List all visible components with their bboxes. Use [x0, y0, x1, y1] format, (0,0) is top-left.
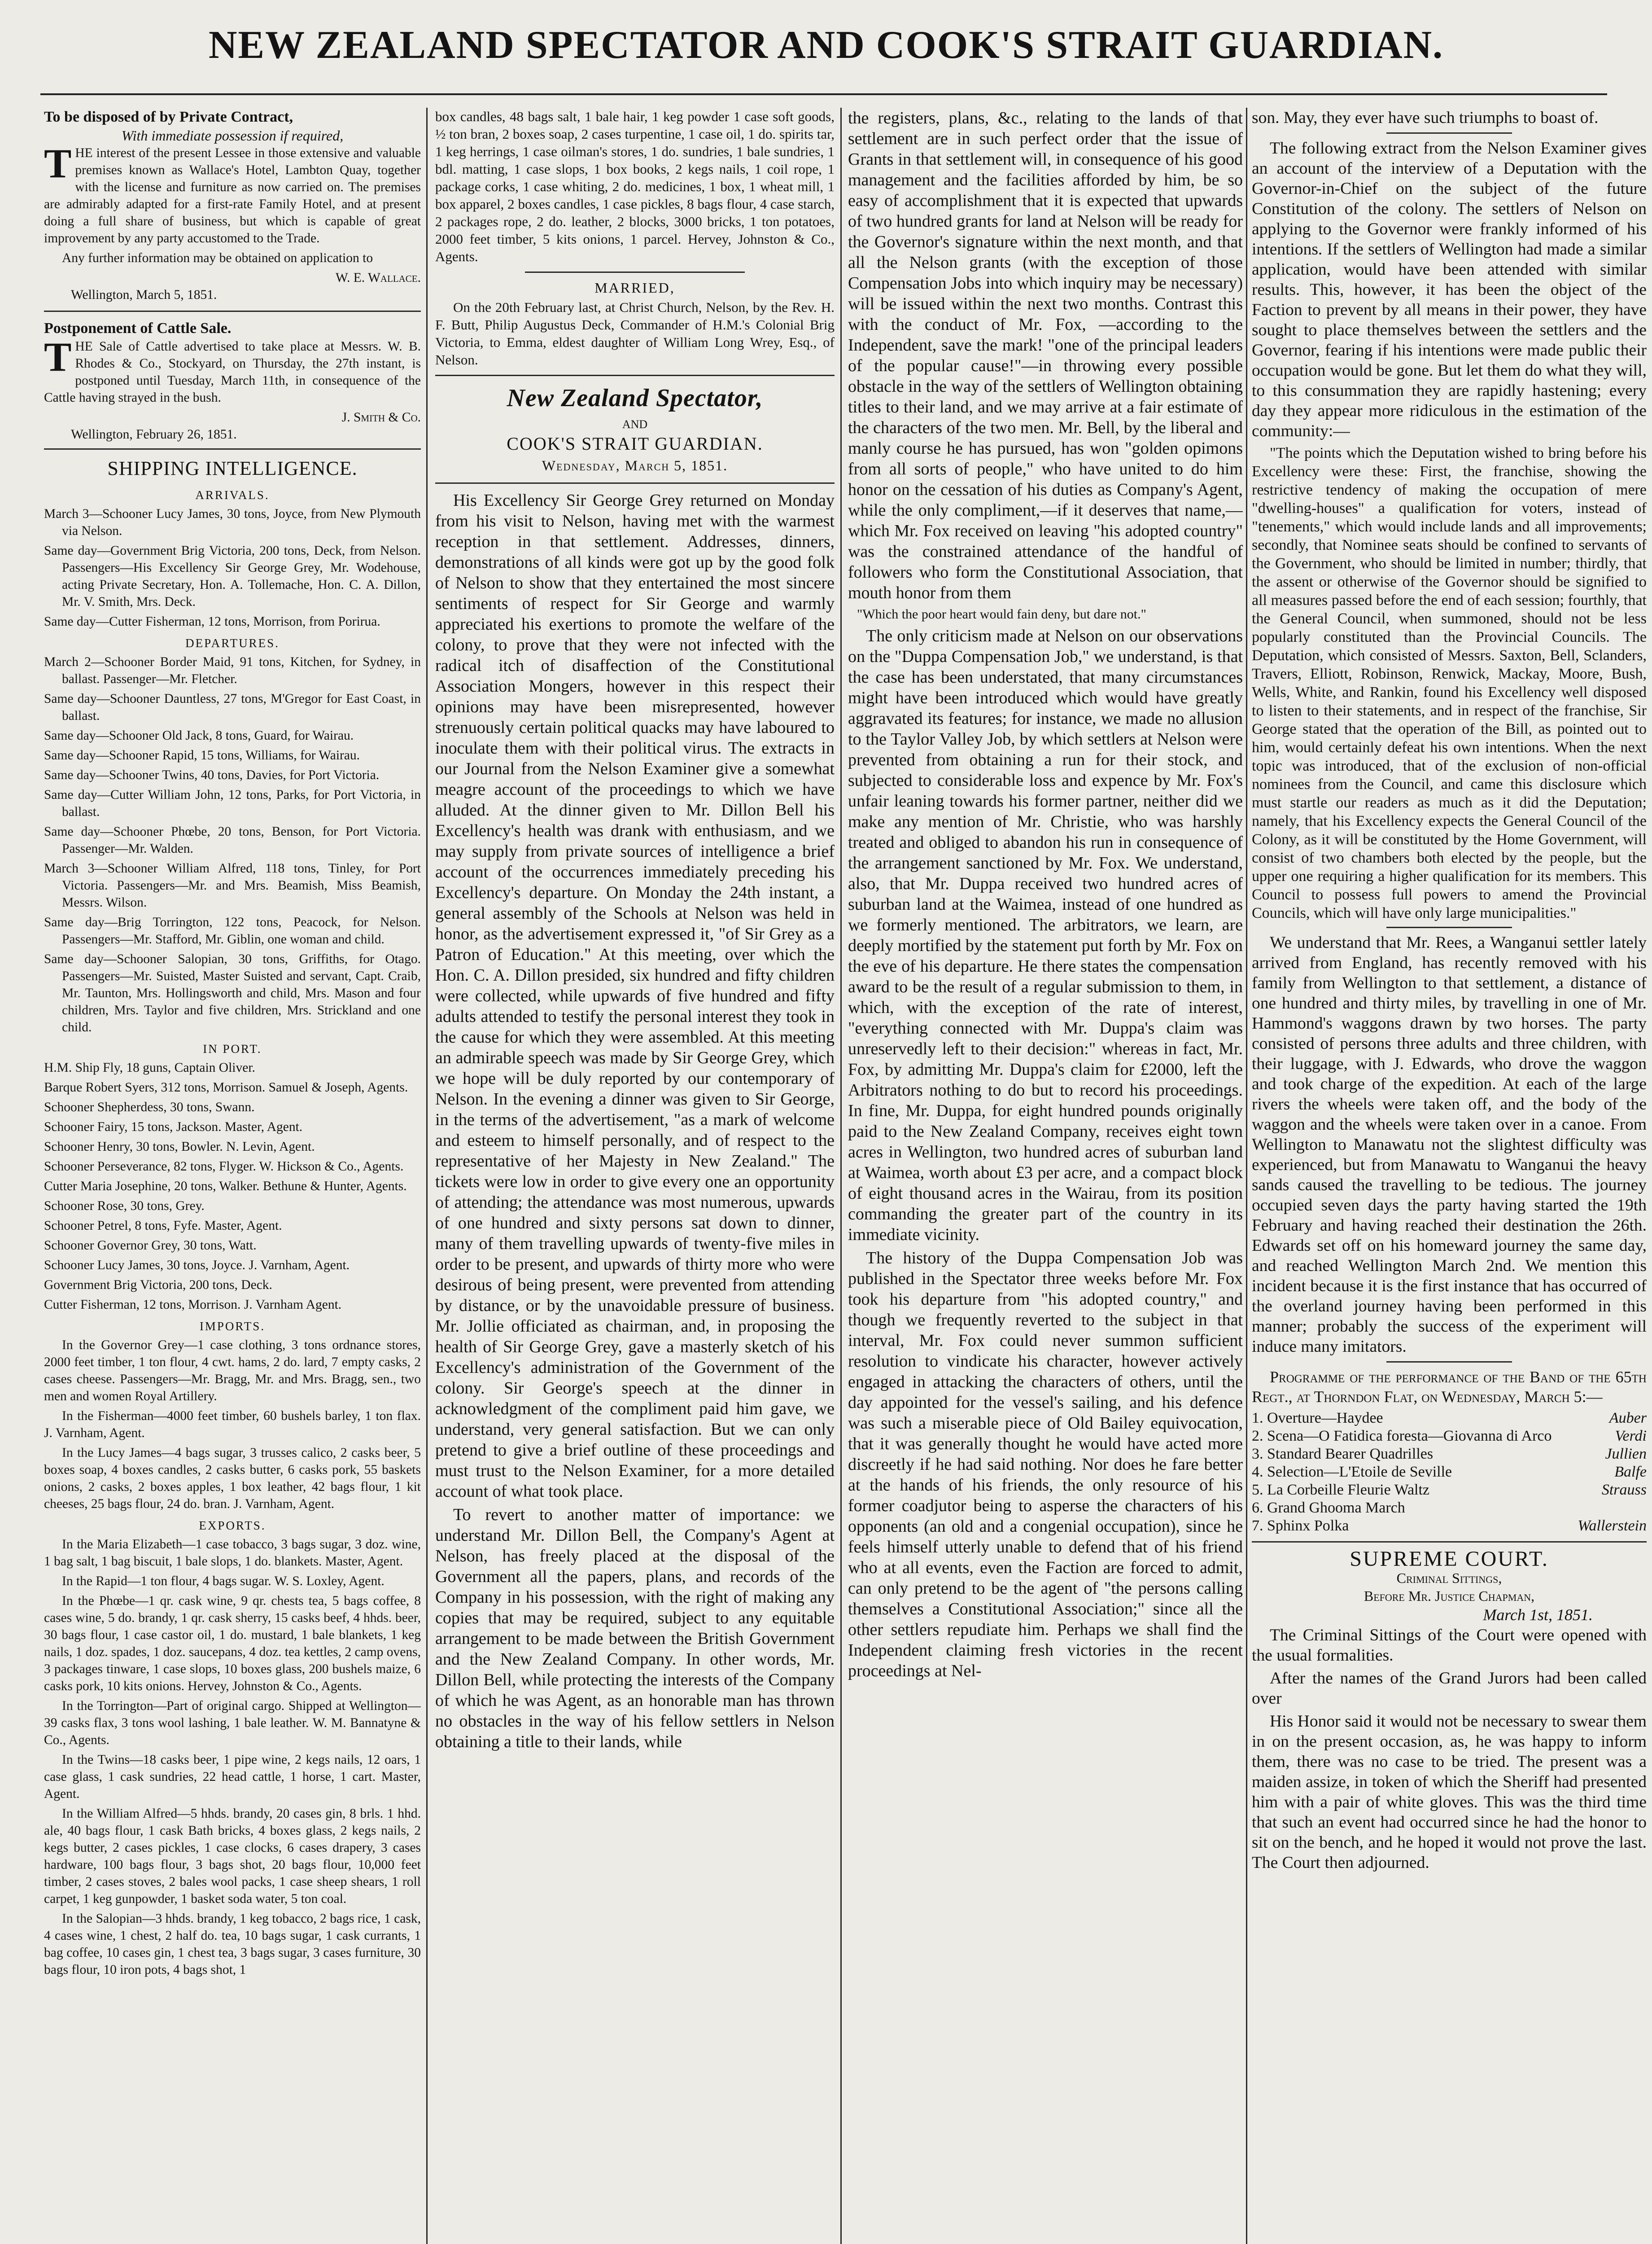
editorial-paragraph: The history of the Duppa Compensation Job was published in the Spectator three weeks before Mr. Fox took his departure from "his adopted country," and though we frequently reverted to the subject in that interval, Mr. Fox could never summon sufficient resolution to vindicate his character, however actively engaged in attacking the characters of others, until the day appointed for the vessel's sailing, and his defence was such a miserable piece of Old Bailey equivocation, that it was generally thought he would have acted more discreetly if he had said nothing. Nor does he fare better at the hands of his friends, the only resource of his former coadjutor being to asperse the characters of his opponents (an old and a congenial occupation), since he feels himself utterly unable to defend that of his friend who at all events, even the Faction are forced to admit, can only pretend to be the agent of "the persons calling themselves a Constitutional Association;" since all the other settlers repudiate him. Perhaps we shall find the Independent claiming fresh victories in the recent proceedings at Nel-: [848, 1249, 1243, 1680]
shipping-entry: Schooner Governor Grey, 30 tons, Watt.: [44, 1238, 257, 1253]
shipping-entry: Same day—Schooner Dauntless, 27 tons, M'Gregor for East Coast, in ballast.: [44, 692, 421, 723]
subsection-in-port: IN PORT.: [203, 1042, 262, 1056]
section-title: SHIPPING INTELLIGENCE.: [107, 457, 358, 479]
programme-piece: 3. Standard Bearer Quadrilles: [1252, 1446, 1433, 1462]
programme-composer: Verdi: [1615, 1428, 1647, 1444]
cargo-entry: In the Lucy James—4 bags sugar, 3 trusses calico, 2 casks beer, 5 boxes soap, 4 boxes candles, 2 casks butter, 6 casks pork, 55 baskets onions, 2 casks, 2 boxes apples, 1 box leather, 42 bags flour, 1 kit cheeses, 25 bags flour, 24 do. bran. J. Varnham, Agent.: [44, 1446, 421, 1511]
editorial: [435, 490, 835, 1752]
shipping-entry: Schooner Shepherdess, 30 tons, Swann.: [44, 1100, 255, 1114]
cargo-entry: In the Governor Grey—1 case clothing, 3 tons ordnance stores, 2000 feet timber, 1 ton flour, 4 cwt. hams, 2 do. lard, 7 empty casks, 2 cases cheese. Passengers—Mr. Bragg, Mr. and Mrs. Bragg, sen., two men and women Royal Artillery.: [44, 1338, 421, 1403]
shipping-entry: March 3—Schooner William Alfred, 118 tons, Tinley, for Port Victoria. Passengers—Mr. and Mrs. Beamish, Miss Beamish, Messrs. Wilson.: [44, 861, 421, 910]
exports-list: [44, 1536, 421, 1978]
court-date: March 1st, 1851.: [1483, 1606, 1593, 1624]
shipping-intelligence: [44, 455, 421, 1978]
shipping-entry: March 3—Schooner Lucy James, 30 tons, Joyce, from New Plymouth via Nelson.: [44, 507, 421, 538]
drop-cap: T: [44, 334, 72, 380]
subsection-exports: EXPORTS.: [199, 1519, 266, 1532]
shipping-entry: Schooner Petrel, 8 tons, Fyfe. Master, Agent.: [44, 1218, 282, 1233]
shipping-entry: Schooner Henry, 30 tons, Bowler. N. Levin, Agent.: [44, 1140, 315, 1154]
shipping-entry: Barque Robert Syers, 312 tons, Morrison. Samuel & Joseph, Agents.: [44, 1080, 408, 1095]
programme-piece: 1. Overture—Haydee: [1252, 1410, 1383, 1426]
quotation: "Which the poor heart would fain deny, but dare not.": [857, 607, 1146, 622]
subsection-imports: IMPORTS.: [199, 1319, 266, 1333]
drop-cap: T: [44, 140, 72, 186]
shipping-entry: Schooner Lucy James, 30 tons, Joyce. J. Varnham, Agent.: [44, 1258, 350, 1272]
programme-piece: 5. La Corbeille Fleurie Waltz: [1252, 1481, 1430, 1498]
programme-item: [1252, 1409, 1647, 1427]
paragraph: We understand that Mr. Rees, a Wanganui settler lately arrived from England, has recently removed with his family from Wellington to that settlement, a distance of one hundred and thirty miles, by travelling in one of Mr. Hammond's waggons drawn by two horses. The party consisted of persons three adults and three children, with their luggage, with J. Edwards, who drove the waggon and took charge of the expedition. At each of the large rivers the wheels were taken off, and the body of the waggon and the wheels were taken over in a canoe. From Wellington to Manawatu not the slightest difficulty was experienced, but from Manawatu to Wanganui the heavy sands caused the travelling to be tedious. The journey occupied seven days the party having started the 19th February and having reached their destination the 26th. Edwards set off on his homeward journey the same day, and reached Wellington March 2nd. We mention this incident because it is the first instance that has occurred of the overland journey having been performed in this manner; probably the success of the experiment will induce many imitators.: [1252, 934, 1647, 1356]
paragraph: The following extract from the Nelson Examiner gives an account of the interview of a Deputation with the Governor-in-Chief on the subject of the future Constitution of the colony. The settlers of Nelson on applying to the Governor were frankly informed of his intentions. If the settlers of Wellington had made a similar application, would have been attended with similar results. This, however, it has been the object of the Faction to prevent by all means in their power, they have sought to place themselves between the settlers and the Governor, fearing if his intentions were made public their occupation would be gone. But let them do what they will, to this consummation they are rapidly hastening; every day they appear more ridiculous in the estimation of the community:—: [1252, 139, 1647, 440]
programme-composer: Strauss: [1601, 1481, 1647, 1498]
column-3: [848, 108, 1243, 1684]
shipping-entry: H.M. Ship Fly, 18 guns, Captain Oliver.: [44, 1061, 255, 1075]
programme-item: [1252, 1463, 1647, 1481]
programme-piece: 4. Selection—L'Etoile de Seville: [1252, 1464, 1452, 1480]
programme-composer: Wallerstein: [1578, 1517, 1647, 1534]
divider: [1386, 1361, 1512, 1363]
shipping-entry: Same day—Schooner Old Jack, 8 tons, Guard, for Wairau.: [44, 728, 354, 743]
shipping-entry: Schooner Fairy, 15 tons, Jackson. Master, Agent.: [44, 1120, 303, 1134]
cargo-entry: In the Salopian—3 hhds. brandy, 1 keg tobacco, 2 bags rice, 1 cask, 4 cases wine, 1 chest, 2 half do. tea, 10 bags sugar, 1 cask currants, 1 bag coffee, 10 cases gin, 1 chest tea, 3 bags sugar, 3 cases furniture, 30 bags flour, 10 iron pots, 4 bags shot, 1: [44, 1911, 421, 1977]
programme-piece: 7. Sphinx Polka: [1252, 1517, 1349, 1534]
editorial-paragraph: The only criticism made at Nelson on our observations on the "Duppa Compensation Job," we understand, is that the case has been understated, that many circumstances might have been introduced which would have greatly aggravated its features; for instance, we made no allusion to the Taylor Valley Job, by which settlers at Nelson were prevented from obtaining a run for their stock, and subjected to considerable loss and expence by Mr. Fox's unfair leaning towards his former partner, neither did we make any mention of Mr. Christie, who was harshly treated and obliged to abandon his run in consequence of the arrangement sanctioned by Mr. Fox. We understand, also, that Mr. Duppa received two hundred acres of suburban land at the Waimea, instead of one hundred as we formerly mentioned. The arbitrators, we learn, are deeply mortified by the statement put forth by Mr. Fox on the eve of his departure. He there states the compensation award to be the result of a regular submission to them, in which, with the exception of the rate of interest, "everything connected with Mr. Duppa's claim was unreservedly left to their decision:" whereas in fact, Mr. Fox, by admitting Mr. Duppa's claim for £2000, left the Arbitrators nothing to do but to record his proceedings. In fine, Mr. Duppa, for eight hundred pounds originally paid to the New Zealand Company, receives eight town acres in Wellington, two hundred acres of suburban land at Waimea, worth about £3 per acre, and a compact block of eight thousand acres in the Wairau, from its position commanding the greater part of the country in its immediate vicinity.: [848, 627, 1243, 1244]
ad-signature: J. Smith & Co.: [341, 410, 421, 425]
ad-body: HE interest of the present Lessee in those extensive and valuable premises known as Wallace's Hotel, Lambton Quay, together with the license and furniture as now carried on. The premises are admirably adapted for a first-rate Family Hotel, and at present doing a full share of business, but which is capable of great improvement by any party accustomed to the Trade.: [44, 146, 421, 245]
divider: [435, 375, 835, 376]
programme-piece: 6. Grand Ghooma March: [1252, 1499, 1405, 1516]
cargo-entry: In the William Alfred—5 hhds. brandy, 20 cases gin, 8 brls. 1 hhd. ale, 40 bags flour, 1 cask Bath bricks, 4 boxes glass, 2 kegs nails, 2 kegs butter, 2 cases pickles, 1 case clocks, 6 cases drapery, 3 cases hardware, 100 bags flour, 3 bags shot, 20 bags flour, 10,000 feet timber, 2 cases stoves, 2 bales wool packs, 1 case sheep shears, 1 roll carpet, 1 keg gunpowder, 1 basket soda water, 5 ton coal.: [44, 1806, 421, 1906]
divider: [525, 272, 745, 273]
masthead: NEW ZEALAND SPECTATOR AND COOK'S STRAIT GUARDIAN.: [208, 23, 1444, 67]
column-rule: [426, 108, 428, 2244]
divider: [1386, 927, 1512, 928]
programme-item: [1252, 1481, 1647, 1499]
ad-subheading: With immediate possession if required,: [121, 127, 344, 144]
programme-item: [1252, 1445, 1647, 1463]
programme-composer: Auber: [1609, 1410, 1647, 1426]
ad-signature: W. E. Wallace.: [335, 271, 421, 285]
column-rule: [840, 108, 842, 2244]
shipping-entry: Schooner Perseverance, 82 tons, Flyger. W. Hickson & Co., Agents.: [44, 1159, 404, 1174]
subsection-departures: DEPARTURES.: [185, 636, 280, 650]
editorial-duppa: [848, 626, 1243, 1681]
court-judge: Before Mr. Justice Chapman,: [1364, 1588, 1535, 1604]
ad-heading: To be disposed of by Private Contract,: [44, 109, 293, 125]
ad-heading: Postponement of Cattle Sale.: [44, 320, 232, 337]
ad-body: Any further information may be obtained on application to: [62, 251, 373, 265]
programme-item: [1252, 1499, 1647, 1517]
programme-item: [1252, 1427, 1647, 1445]
shipping-entry: Government Brig Victoria, 200 tons, Deck.: [44, 1278, 272, 1292]
editorial-paragraph: His Excellency Sir George Grey returned on Monday from his visit to Nelson, having met with the warmest reception in that settlement. Addresses, dinners, demonstrations of all kinds were got up by the good folk of Nelson to show that they entertained the most sincere sentiments of respect for Sir George and warmly appreciated his exertions to promote the welfare of the colony, to prove that they were not infected with the radical itch of disaffection of the Constitutional Association Mongers, however in this respect their opinions may have been misrepresented, however strenuously certain political quacks may have laboured to inoculate them with their political virus. The extracts in our Journal from the Nelson Examiner give a somewhat meagre account of the proceedings to which we have alluded. At the dinner given to Mr. Dillon Bell his Excellency's health was drank with enthusiasm, and we may supply from private sources of intelligence a brief account of the occurrences immediately preceding his Excellency's departure. On Monday the 24th instant, a general assembly of the Schools at Nelson was held in honor, as the advertisement expressed it, "of Sir Grey as a Patron of Education." At this meeting, over which the Hon. C. A. Dillon presided, six hundred and fifty children were collected, while upwards of five hundred and fifty adults attended to testify the personal interest they took in the cause for which they were assembled. At this meeting an admirable speech was made by Sir George Grey, which we hope will be duly reported by our contemporary of Nelson. In the evening a dinner was given to Sir George, in the terms of the advertisement, "as a mark of welcome and esteem to himself personally, and of respect to the representative of her Majesty in New Zealand." The tickets were low in order to give every one an opportunity of attending; the attendance was most numerous, upwards of one hundred and sixty persons sat down to dinner, many of them travelling upwards of twenty-five miles in order to be present, and upwards of thirty more who were desirous of being present, were prevented from attending by distance, or by the unavoidable pressure of business. Mr. Jollie officiated as chairman, and, in proposing the health of Sir George Grey, gave a masterly sketch of his Excellency's administration of the Government of the colony. Sir George's speech at the dinner in acknowledgment of the compliment paid him gave, we understand, very general satisfaction. But we can only pretend to give a brief outline of these proceedings and must trust to the Nelson Examiner, for a more detailed account of what took place.: [435, 491, 835, 1501]
advertisement-cattle: [44, 319, 421, 443]
programme-list: [1252, 1409, 1647, 1535]
shipping-entry: Same day—Schooner Rapid, 15 tons, Williams, for Wairau.: [44, 748, 360, 763]
programme-item: [1252, 1517, 1647, 1535]
masthead-rule: [40, 93, 1607, 95]
newspaper-subtitle: COOK'S STRAIT GUARDIAN.: [507, 434, 763, 454]
departures-list: [44, 653, 421, 1036]
shipping-entry: Same day—Brig Torrington, 122 tons, Peacock, for Nelson. Passengers—Mr. Stafford, Mr. Giblin, one woman and child.: [44, 915, 421, 947]
divider: [435, 482, 835, 484]
programme-piece: 2. Scena—O Fatidica foresta—Giovanna di Arco: [1252, 1428, 1552, 1444]
editorial-paragraph: To revert to another matter of importance: we understand Mr. Dillon Bell, the Company's Agent at Nelson, has freely placed at the disposal of the Government all the papers, plans, and records of the Company in his possession, with the right of making any copies that may be required, subject to any equitable arrangement to be made between the British Government and the New Zealand Company. In other words, Mr. Dillon Bell, while protecting the interests of the Company of which he was Agent, as an honorable man has thrown no obstacles in the way of his fellow settlers in Nelson obtaining a title to their lands, while: [435, 1505, 835, 1751]
court-paragraph: After the names of the Grand Jurors had been called over: [1252, 1669, 1647, 1708]
cargo-entry: In the Phœbe—1 qr. cask wine, 9 qr. chests tea, 5 bags coffee, 8 cases wine, 5 do. brandy, 1 qr. cask sherry, 15 casks beef, 4 hhds. beer, 30 bags flour, 1 case castor oil, 1 do. mustard, 1 bale blankets, 1 keg nails, 1 doz. spades, 1 doz. saucepans, 4 doz. tea kettles, 2 camp ovens, 3 packages tinware, 1 case slops, 10 boxes glass, 200 bushels maize, 6 casks pork, 10 kits onions. Hervey, Johnston & Co., Agents.: [44, 1594, 421, 1693]
shipping-entry: Cutter Fisherman, 12 tons, Morrison. J. Varnham Agent.: [44, 1297, 342, 1312]
cargo-entry: In the Rapid—1 ton flour, 4 bags sugar. W. S. Loxley, Agent.: [62, 1574, 385, 1588]
editorial-paragraph: the registers, plans, &c., relating to the lands of that settlement are in such perfect order that the issue of Grants in that settlement will, in consequence of his good management and the facilities afforded by him, be so easy of accomplishment that it is expected that upwards of two hundred grants for land at Nelson will be ready for the Governor's signature within the next month, and that all the Nelson grants (with the exception of those Compensation Jobs into which inquiry may be necessary) will be issued within the next two months. Contrast this with the conduct of Mr. Fox, —according to the Independent, save the mark! "one of the principal leaders of the popular cause!"—in throwing every possible obstacle in the way of the settlers of Wellington obtaining titles to their land, and we may arrive at a fair estimate of the characters of the two men. Mr. Bell, by the liberal and manly course he has pursued, has won "golden opimons from all sorts of people," who have united to do him honor on the cessation of his duties as Company's Agent, while the only compliment,—if it deserves that name,—which Mr. Fox received on leaving "his adopted country" was the constrained attendance of the handful of followers who form the Constitutional Association, that mouth honor from them: [848, 109, 1243, 602]
divider: [1252, 1541, 1647, 1543]
paragraph: son. May, they ever have such triumphs to boast of.: [1252, 109, 1599, 127]
column-rule: [1246, 108, 1247, 2244]
court-paragraph: The Criminal Sittings of the Court were opened with the usual formalities.: [1252, 1626, 1647, 1665]
programme-composer: Balfe: [1614, 1464, 1647, 1480]
column-1: [44, 108, 421, 1981]
exports-continued: box candles, 48 bags salt, 1 bale hair, 1 keg powder 1 case soft goods, ½ ton bran, 2 boxes soap, 2 cases turpentine, 1 case oil, 1 do. spirits tar, 1 keg herrings, 1 case oilman's stores, 1 do. sundries, 1 bale sundries, 1 bdl. matting, 1 case slops, 1 box books, 2 kegs nails, 1 coil rope, 1 package corks, 1 case whiting, 2 do. medicines, 1 box, 1 wheat mill, 1 box apparel, 2 boxes candles, 1 case pickles, 8 bags flour, 4 case starch, 2 packages rope, 2 do. leather, 2 blocks, 3000 bricks, 1 ton potatoes, 2000 feet timber, 5 kits onions, 1 parcel. Hervey, Johnston & Co., Agents.: [435, 109, 835, 264]
subsection-arrivals: ARRIVALS.: [195, 488, 270, 502]
married-notice: On the 20th February last, at Christ Church, Nelson, by the Rev. H. F. Butt, Philip Augustus Deck, Commander of H.M.'s Colonial Brig Victoria, to Emma, eldest daughter of William Long Wrey, Esq., of Nelson.: [435, 299, 835, 368]
divider: [1386, 132, 1512, 134]
column-4: [1252, 108, 1647, 1876]
court-subtitle: Criminal Sittings,: [1396, 1570, 1502, 1586]
ad-date: Wellington, February 26, 1851.: [71, 427, 237, 442]
cargo-entry: In the Torrington—Part of original cargo. Shipped at Wellington—39 casks flax, 3 tons wool lashing, 1 bale leather. W. M. Bannatyne & Co., Agents.: [44, 1699, 421, 1747]
shipping-entry: Schooner Rose, 30 tons, Grey.: [44, 1199, 205, 1213]
court-paragraph: His Honor said it would not be necessary to swear them in on the present occasion, as, he was happy to inform them, there was no case to be tried. The present was a maiden assize, in token of which the Sheriff had presented him with a pair of white gloves. This was the third time that such an event had occurred since he had the honor to sit on the bench, and he hoped it would not prove the last. The Court then adjourned.: [1252, 1712, 1647, 1872]
shipping-entry: March 2—Schooner Border Maid, 91 tons, Kitchen, for Sydney, in ballast. Passenger—Mr. Fletcher.: [44, 655, 421, 686]
nelson-extract: "The points which the Deputation wished to bring before his Excellency were these: First, the franchise, showing the restrictive tendency of making the occupation of mere "dwelling-houses" a qualification for voters, instead of "tenements," which would include lands and all improvements; secondly, that Nominee seats should be confined to servants of the Government, who should be limited in number; thirdly, that the assent or otherwise of the Governor should be signified to all measures passed before the end of each session; fourthly, that the General Council, when summoned, should not be less popularly constituted than the Provincial Councils. The Deputation, which consisted of Messrs. Saxton, Bell, Sclanders, Travers, Elliott, Robinson, Renwick, Mackay, Moore, Bush, Wells, White, and Rankin, found his Excellency well disposed to listen to their statements, and in respect of the franchise, Sir George stated that the operation of the Bill, as pointed out to him, would certainly defeat his own intentions. When the next topic was introduced, that of the exclusion of non-official nominees from the Council, and came this disclosure which must startle our readers as much as it did the Deputation; namely, that his Excellency expects the General Council of the Colony, as it will be constituted by the Home Government, will consist of two chambers both elected by the people, but the upper one requiring a higher qualification for its members. This Council to possess full powers to amend the Provincial Councils, which will have only large municipalities.": [1252, 445, 1647, 921]
shipping-entry: Same day—Schooner Salopian, 30 tons, Griffiths, for Otago. Passengers—Mr. Suisted, Master Suisted and servant, Capt. Craib, Mr. Taunton, Mrs. Hollingsworth and child, Mrs. Mason and four children, Mrs. Taylor and five children, Mrs. Strickland and one child.: [44, 952, 421, 1034]
shipping-entry: Same day—Schooner Phœbe, 20 tons, Benson, for Port Victoria. Passenger—Mr. Walden.: [44, 824, 421, 856]
ad-date: Wellington, March 5, 1851.: [71, 288, 217, 302]
shipping-entry: Cutter Maria Josephine, 20 tons, Walker. Bethune & Hunter, Agents.: [44, 1179, 407, 1193]
programme-title: Programme of the performance of the Band of the 65th Regt., at Thorndon Flat, on Wednesday, March 5:—: [1252, 1368, 1647, 1406]
shipping-entry: Same day—Cutter Fisherman, 12 tons, Morrison, from Porirua.: [44, 614, 380, 629]
in-port-list: [44, 1059, 421, 1313]
cargo-entry: In the Maria Elizabeth—1 case tobacco, 3 bags sugar, 3 doz. wine, 1 bag salt, 1 bag biscuit, 1 bale slops, 1 do. blankets. Master, Agent.: [44, 1537, 421, 1569]
title-and: AND: [622, 418, 648, 431]
advertisement-hotel: [44, 108, 421, 303]
divider: [44, 311, 421, 312]
divider: [44, 448, 421, 450]
married-heading: MARRIED,: [594, 280, 675, 296]
programme-composer: Jullien: [1605, 1446, 1647, 1462]
court-report: [1252, 1625, 1647, 1873]
cargo-entry: In the Twins—18 casks beer, 1 pipe wine, 2 kegs nails, 12 oars, 1 case glass, 1 cask sundries, 22 head cattle, 1 horse, 1 cart. Master, Agent.: [44, 1753, 421, 1801]
imports-list: [44, 1337, 421, 1512]
column-2: [435, 108, 835, 1755]
court-title: SUPREME COURT.: [1350, 1547, 1549, 1571]
cargo-entry: In the Fisherman—4000 feet timber, 60 bushels barley, 1 ton flax. J. Varnham, Agent.: [44, 1409, 421, 1440]
shipping-entry: Same day—Cutter William John, 12 tons, Parks, for Port Victoria, in ballast.: [44, 788, 421, 819]
ad-body: HE Sale of Cattle advertised to take place at Messrs. W. B. Rhodes & Co., Stockyard, on Thursday, the 27th instant, is postponed until Tuesday, March 11th, in consequence of the Cattle having strayed in the bush.: [44, 339, 421, 405]
shipping-entry: Same day—Government Brig Victoria, 200 tons, Deck, from Nelson. Passengers—His Excellency Sir George Grey, Mr. Wodehouse, acting Private Secretary, Hon. A. Tollemache, Hon. C. A. Dillon, Mr. V. Smith, Mrs. Deck.: [44, 543, 421, 609]
edition-date: Wednesday, March 5, 1851.: [542, 457, 728, 473]
editorial-continued: [848, 108, 1243, 603]
arrivals-list: [44, 505, 421, 630]
shipping-entry: Same day—Schooner Twins, 40 tons, Davies, for Port Victoria.: [44, 768, 380, 782]
newspaper-title: New Zealand Spectator,: [507, 384, 763, 412]
